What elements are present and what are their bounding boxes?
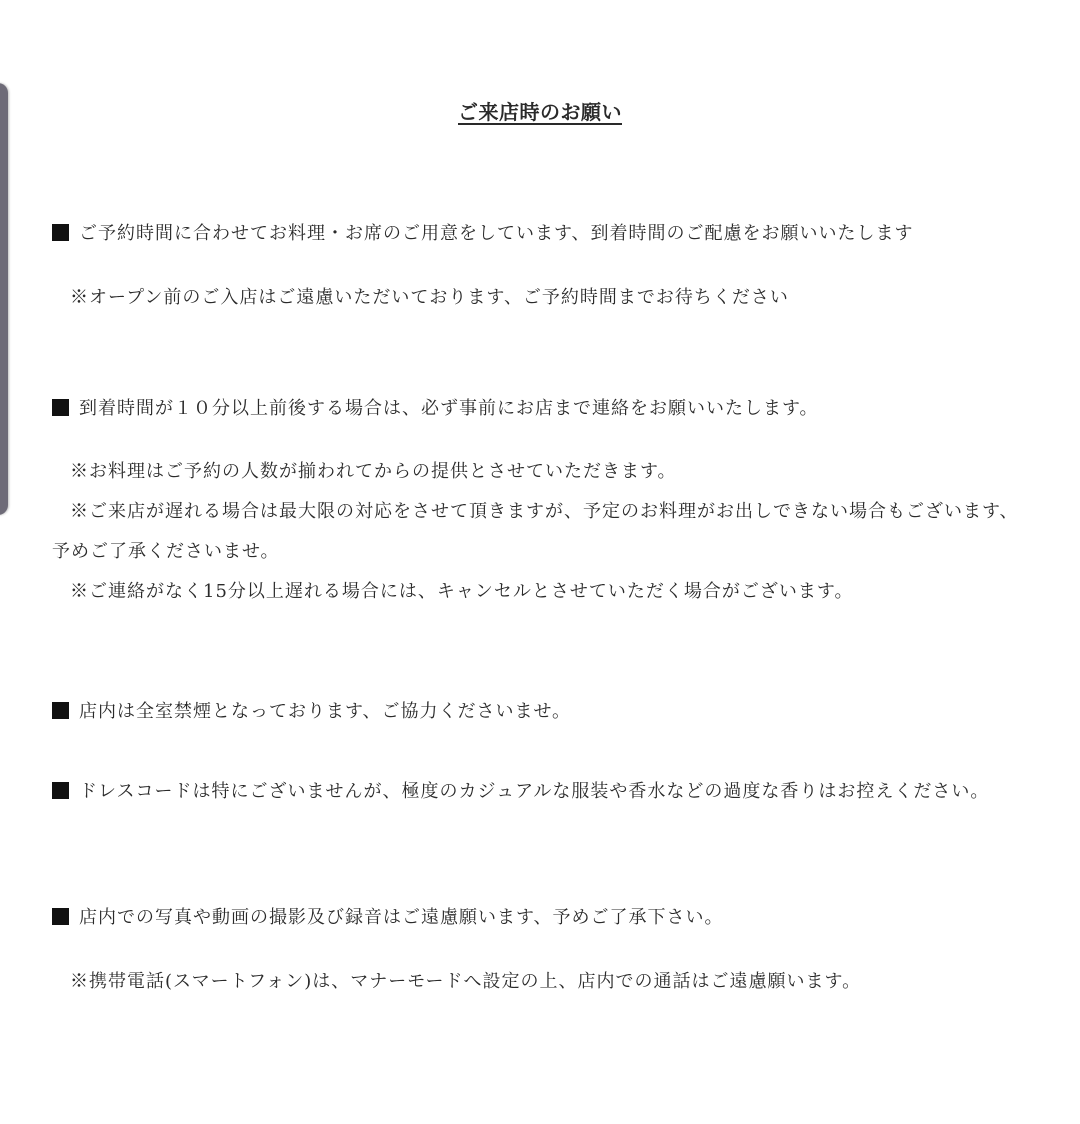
square-bullet-icon xyxy=(52,224,69,241)
square-bullet-icon xyxy=(52,908,69,925)
note-no-early-entry: ※オープン前のご入店はご遠慮いただいております、ご予約時間までお待ちください xyxy=(70,287,789,308)
note-late-arrival-menu: ※ご来店が遅れる場合は最大限の対応をさせて頂きますが、予定のお料理がお出しできない場合もございます、予めご了承くださいませ。 xyxy=(52,501,1019,562)
notice-item-dress-code: ドレスコードは特にございませんが、極度のカジュアルな服装や香水などの過度な香りはお控えください。 xyxy=(52,772,1002,812)
square-bullet-icon xyxy=(52,702,69,719)
square-bullet-icon xyxy=(52,399,69,416)
notice-item-late-arrival: 到着時間が１０分以上前後する場合は、必ず事前にお店まで連絡をお願いいたします。 xyxy=(52,389,1042,429)
notice-item-no-smoking: 店内は全室禁煙となっております、ご協力くださいませ。 xyxy=(52,692,1042,732)
page-title: ご来店時のお願い xyxy=(458,100,622,124)
side-drawer-tab[interactable] xyxy=(0,83,8,515)
note-phone-manner-mode: ※携帯電話(スマートフォン)は、マナーモードへ設定の上、店内での通話はご遠慮願います。 xyxy=(70,971,862,992)
note-cancel-policy: ※ご連絡がなく15分以上遅れる場合には、キャンセルとさせていただく場合がございます。 xyxy=(70,581,854,602)
note-serve-when-all-arrive: ※お料理はご予約の人数が揃われてからの提供とさせていただきます。 xyxy=(70,461,677,482)
notice-item-no-photography: 店内での写真や動画の撮影及び録音はご遠慮願います、予めご了承下さい。 xyxy=(52,898,1042,938)
square-bullet-icon xyxy=(52,782,69,799)
notice-item-reservation-time: ご予約時間に合わせてお料理・お席のご用意をしています、到着時間のご配慮をお願いいたします xyxy=(52,214,1042,254)
